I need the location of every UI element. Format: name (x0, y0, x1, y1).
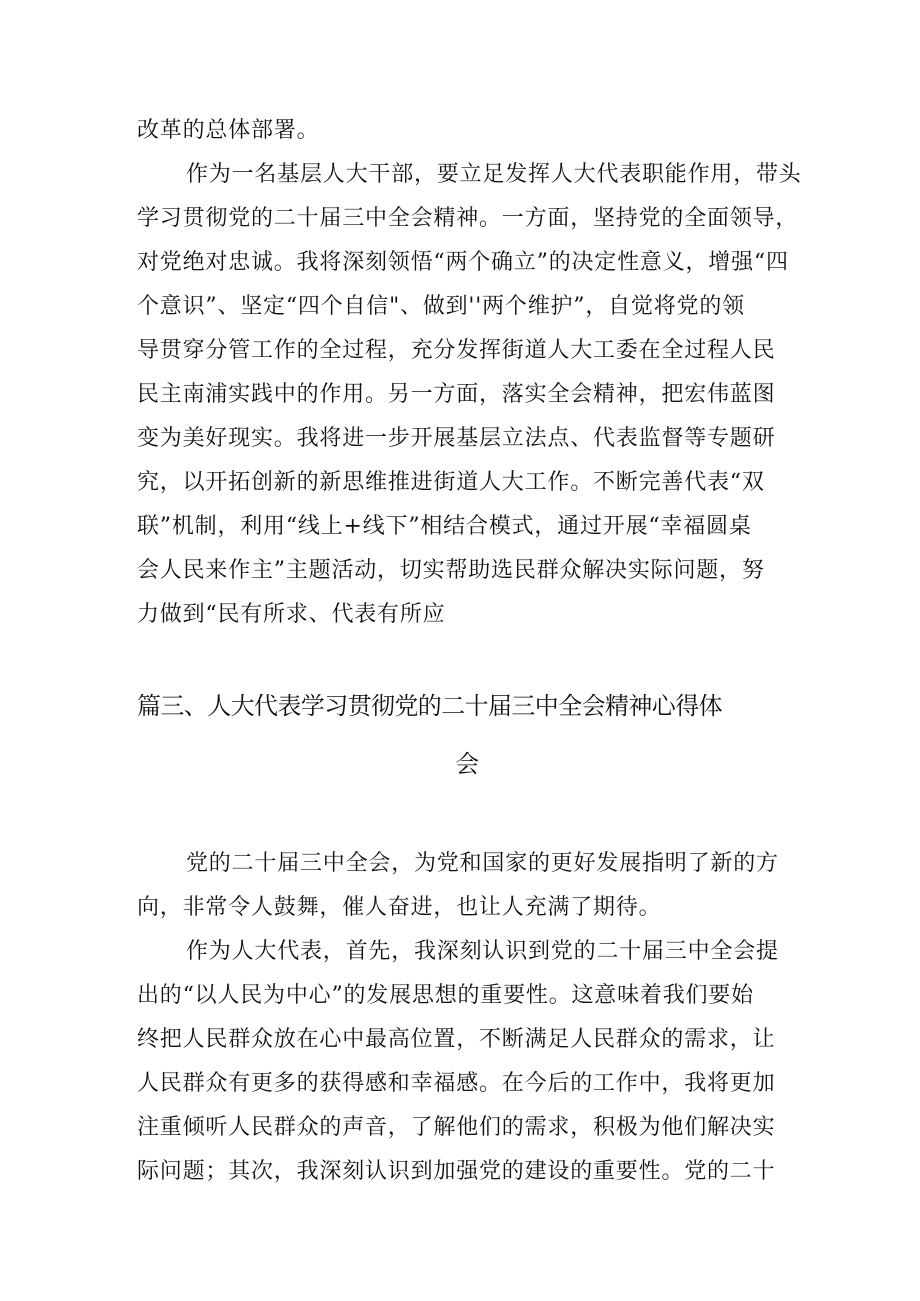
section-heading-continuation: 会 (455, 750, 479, 778)
paragraph-line: 对党绝对忠诚。我将深刻领悟“两个确立”的决定性意义，增强“四 (137, 250, 789, 275)
paragraph-line: 学习贯彻党的二十届三中全会精神。一方面，坚持党的全面领导， (137, 206, 799, 231)
paragraph-line: 向，非常令人鼓舞，催人奋进，也让人充满了期待。 (137, 895, 662, 920)
paragraph-line: 作为人大代表，首先，我深刻认识到党的二十届三中全会提 (186, 939, 779, 964)
paragraph-line: 会人民来作主”主题活动，切实帮助选民群众解决实际问题，努 (137, 558, 765, 583)
paragraph-line: 导贯穿分管工作的全过程，充分发挥街道人大工委在全过程人民 (137, 338, 776, 363)
paragraph-line: 民主南浦实践中的作用。另一方面，落实全会精神，把宏伟蓝图 (137, 382, 776, 407)
paragraph-line: 个意识”、坚定“四个自信"、做到''两个维护”，自觉将党的领 (137, 294, 745, 319)
paragraph-line: 终把人民群众放在心中最高位置，不断满足人民群众的需求，让 (137, 1027, 776, 1052)
paragraph-line: 出的“以人民为中心”的发展思想的重要性。这意味着我们要始 (137, 983, 754, 1008)
paragraph-line: 力做到“民有所求、代表有所应 (137, 602, 446, 627)
paragraph-line: 际问题；其次，我深刻认识到加强党的建设的重要性。党的二十 (137, 1159, 776, 1184)
section-heading: 篇三、人大代表学习贯彻党的二十届三中全会精神心得体 (137, 692, 722, 720)
paragraph-line: 注重倾听人民群众的声音，了解他们的需求，积极为他们解决实 (137, 1115, 776, 1140)
paragraph-line: 党的二十届三中全会，为党和国家的更好发展指明了新的方 (186, 851, 779, 876)
paragraph-line: 联”机制，利用“线上+线下”相结合模式，通过开展“幸福圆桌 (137, 514, 752, 539)
paragraph-line: 究，以开拓创新的新思维推进街道人大工作。不断完善代表“双 (137, 470, 765, 495)
paragraph-line: 改革的总体部署。 (137, 118, 320, 143)
paragraph-line: 作为一名基层人大干部，要立足发挥人大代表职能作用，带头 (186, 162, 802, 187)
paragraph-line: 变为美好现实。我将进一步开展基层立法点、代表监督等专题研 (137, 426, 776, 451)
paragraph-line: 人民群众有更多的获得感和幸福感。在今后的工作中，我将更加 (137, 1071, 776, 1096)
